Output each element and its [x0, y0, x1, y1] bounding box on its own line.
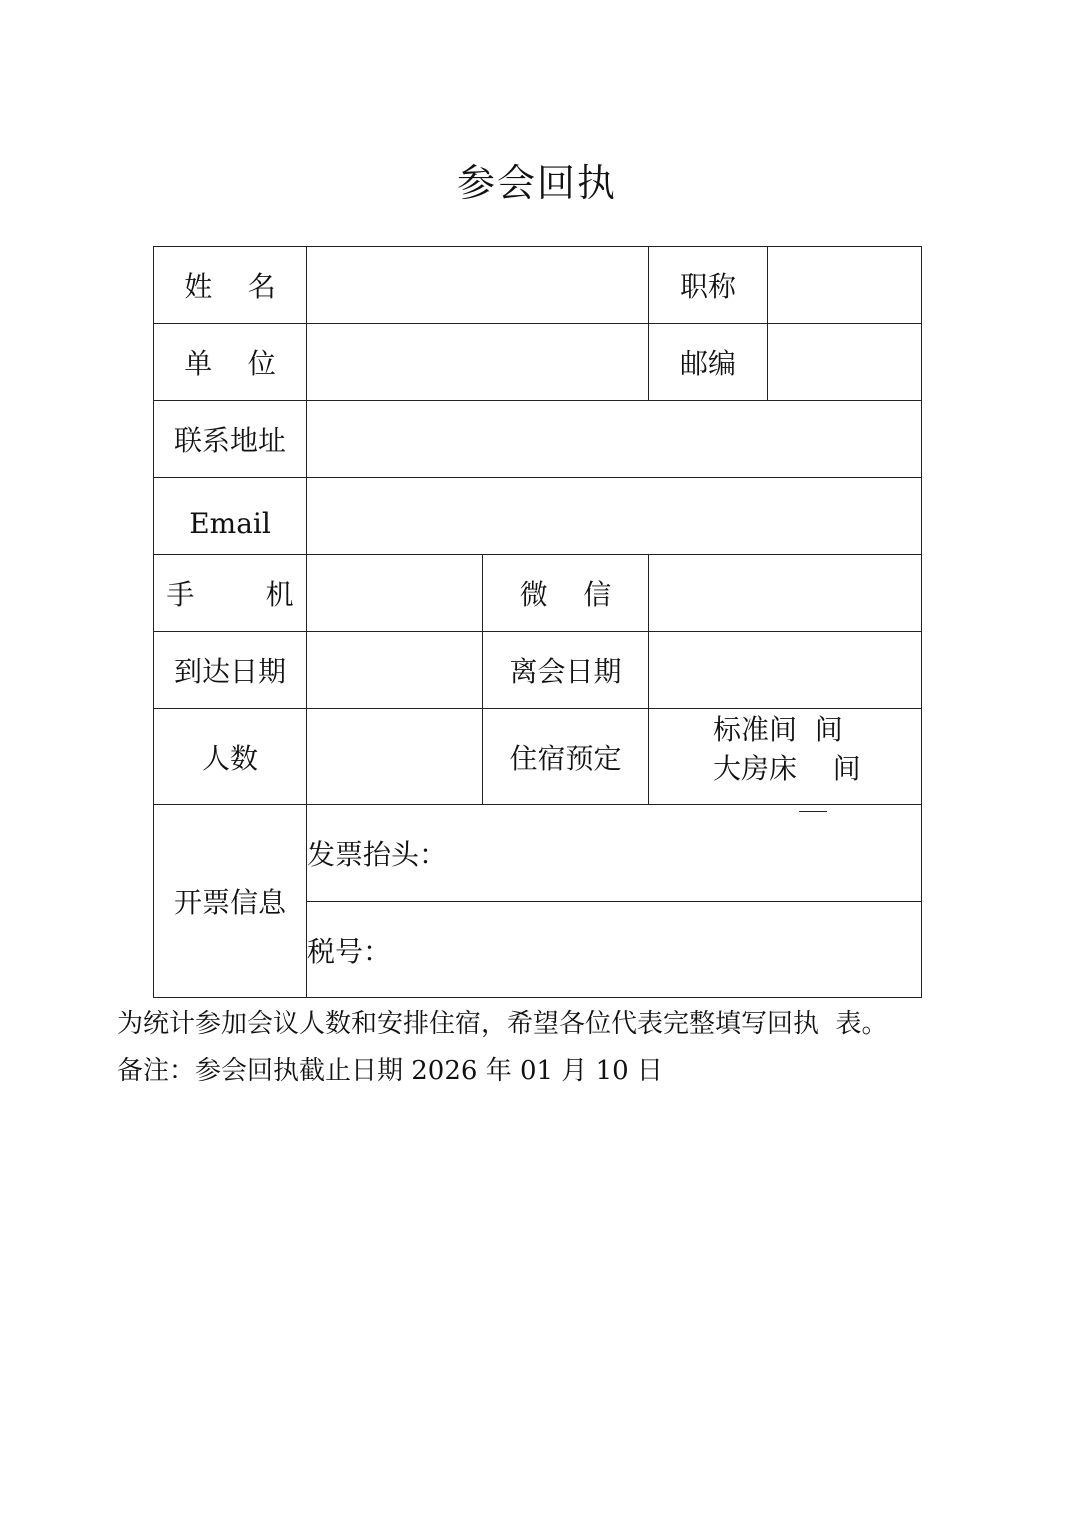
row-address — [154, 401, 922, 478]
title-field[interactable] — [768, 247, 922, 324]
row-dates — [154, 632, 922, 709]
instruction-note: 为统计参加会议人数和安排住宿，希望各位代表完整填写回执 表。 — [117, 1009, 888, 1039]
row-unit — [154, 324, 922, 401]
postcode-label: 邮编 — [649, 324, 768, 401]
wechat-field[interactable] — [649, 555, 922, 632]
arrival-label: 到达日期 — [154, 632, 307, 709]
tax-id-field[interactable] — [307, 902, 922, 998]
row-email — [154, 478, 922, 555]
registration-form-table — [153, 246, 922, 998]
address-field[interactable] — [307, 401, 922, 478]
wechat-label: 微 信 — [483, 555, 649, 632]
deadline-note: 备注：参会回执截止日期 2026 年 01 月 10 日 — [117, 1056, 663, 1086]
address-label: 联系地址 — [154, 401, 307, 478]
arrival-date-field[interactable] — [307, 632, 483, 709]
name-field[interactable] — [307, 247, 649, 324]
departure-label: 离会日期 — [483, 632, 649, 709]
unit-label: 单 位 — [154, 324, 307, 401]
lodging-option-king: 大房床 间 — [713, 752, 861, 785]
postcode-field[interactable] — [768, 324, 922, 401]
row-name — [154, 247, 922, 324]
dash-mark — [799, 811, 827, 812]
page-title: 参会回执 — [456, 161, 617, 205]
mobile-label: 手 机 — [154, 555, 307, 632]
departure-date-field[interactable] — [649, 632, 922, 709]
people-label: 人数 — [154, 709, 307, 805]
email-field[interactable] — [307, 478, 922, 555]
name-label: 姓 名 — [154, 247, 307, 324]
row-lodging — [154, 709, 922, 805]
people-field[interactable] — [307, 709, 483, 805]
lodging-options[interactable] — [649, 709, 922, 805]
lodging-label: 住宿预定 — [483, 709, 649, 805]
invoice-header-label: 发票抬头： — [307, 838, 448, 871]
tax-id-label: 税号： — [307, 934, 392, 968]
invoice-label: 开票信息 — [154, 805, 307, 998]
invoice-header-field[interactable] — [307, 805, 922, 902]
row-mobile — [154, 555, 922, 632]
row-invoice-header — [154, 805, 922, 902]
mobile-field[interactable] — [307, 555, 483, 632]
lodging-option-standard: 标准间 间 — [713, 713, 843, 746]
unit-field[interactable] — [307, 324, 649, 401]
title-label: 职称 — [649, 247, 768, 324]
email-label: Email — [154, 478, 307, 555]
